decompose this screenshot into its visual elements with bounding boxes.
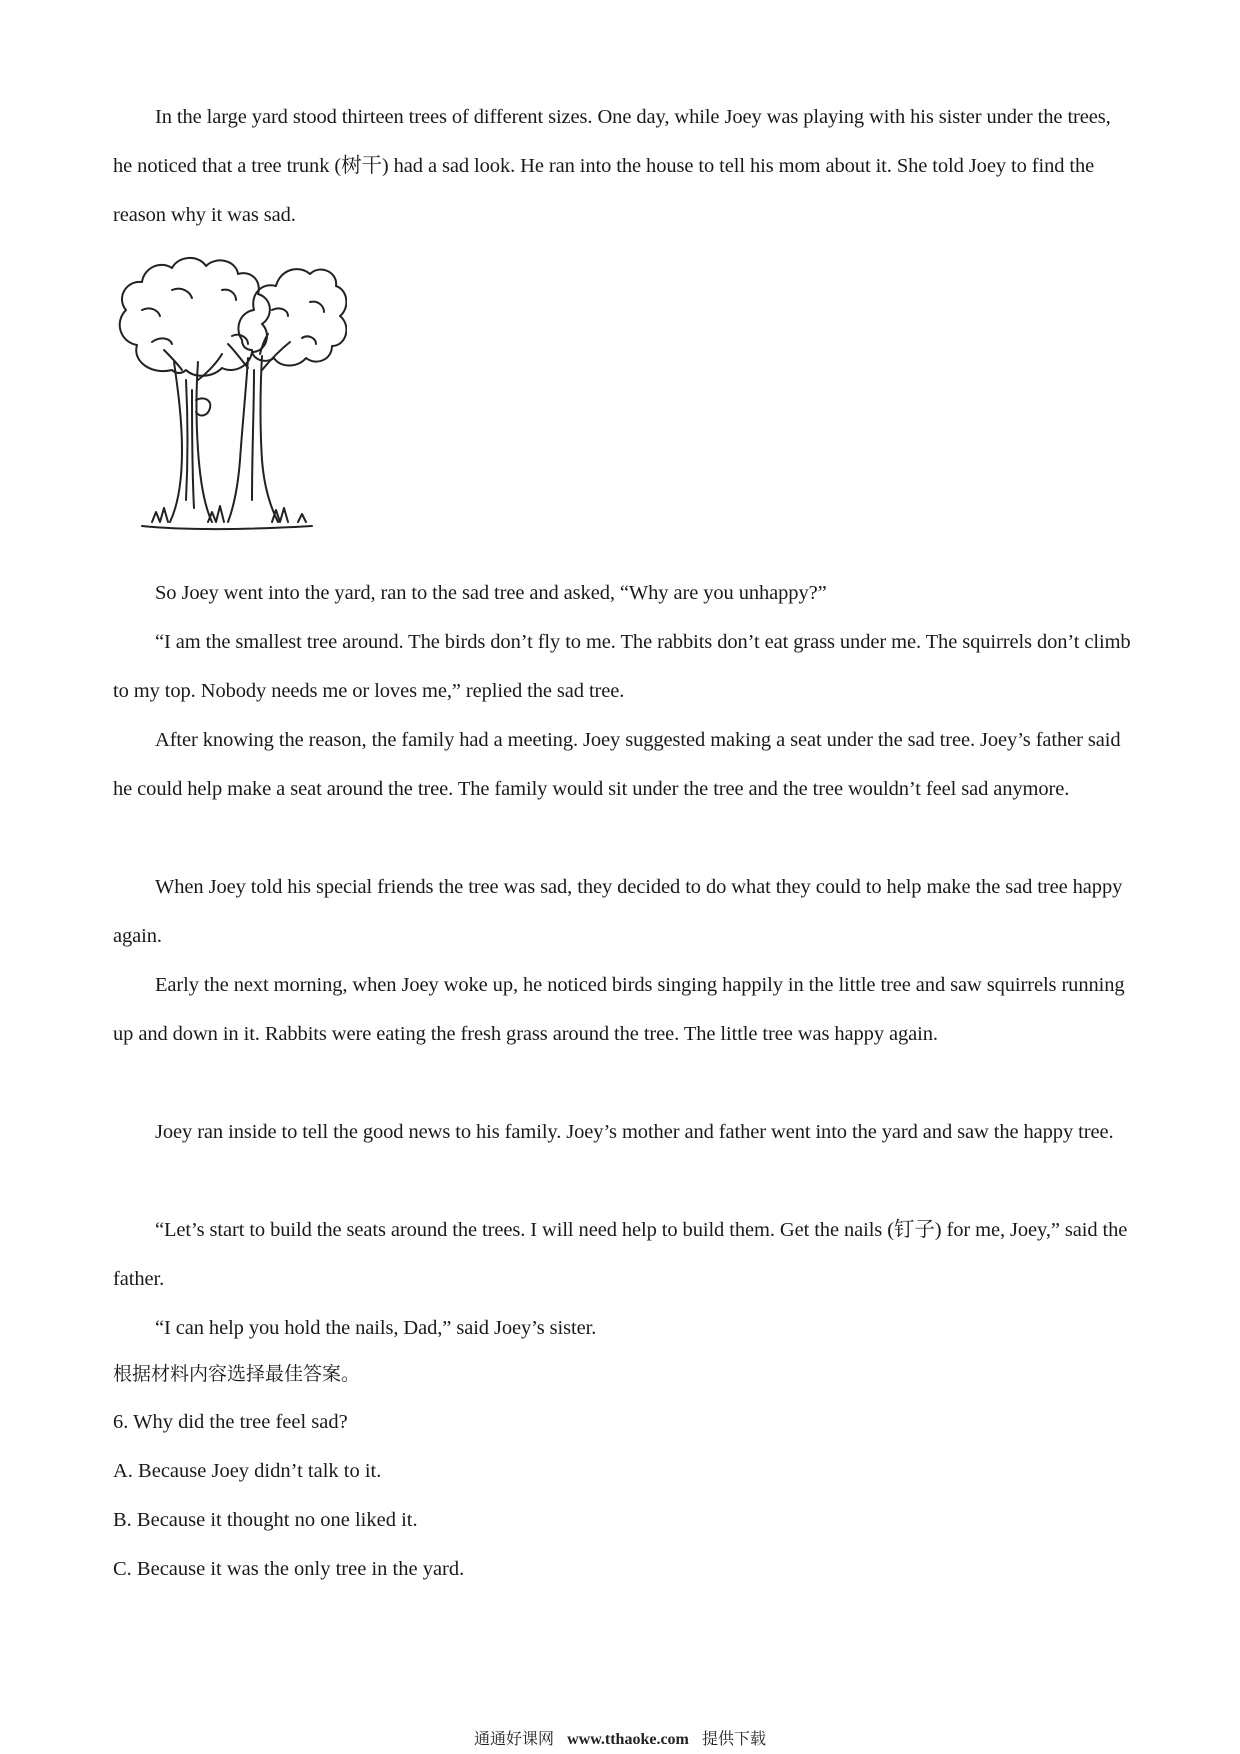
answer-option-c: C. Because it was the only tree in the yard. <box>113 1558 465 1580</box>
footer-url[interactable]: www.tthaoke.com <box>567 1731 689 1748</box>
story-paragraph-8: “Let’s start to build the seats around the trees. I will need help to build them. Get the nails (钉子) for me, Joey,” said the father. <box>113 1219 1128 1290</box>
story-paragraph-7: Joey ran inside to tell the good news to his family. Joey’s mother and father went into the yard and saw the happy tree. <box>155 1121 1114 1143</box>
question-instruction: 根据材料内容选择最佳答案。 <box>113 1363 361 1385</box>
answer-option-a: A. Because Joey didn’t talk to it. <box>113 1460 382 1482</box>
story-paragraph-6: Early the next morning, when Joey woke up, he noticed birds singing happily in the little tree and saw squirrels running up and down in it. Rabbits were eating the fresh grass around the tree. The little tree was happy again. <box>113 974 1125 1045</box>
story-paragraph-4: After knowing the reason, the family had a meeting. Joey suggested making a seat under the sad tree. Joey’s father said he could help make a seat around the tree. The family would sit under the tree and the tree wouldn’t feel sad anymore. <box>113 729 1121 800</box>
story-paragraph-5: When Joey told his special friends the tree was sad, they decided to do what they could to help make the sad tree happy again. <box>113 876 1123 947</box>
trees-illustration <box>112 250 347 550</box>
story-paragraph-9: “I can help you hold the nails, Dad,” said Joey’s sister. <box>155 1317 597 1339</box>
story-paragraph-2: So Joey went into the yard, ran to the sad tree and asked, “Why are you unhappy?” <box>155 582 827 604</box>
story-paragraph-3: “I am the smallest tree around. The birds don’t fly to me. The rabbits don’t eat grass under me. The squirrels don’t climb to my top. Nobody needs me or loves me,” replied the sad tree. <box>113 631 1131 702</box>
question-stem: 6. Why did the tree feel sad? <box>113 1411 348 1433</box>
page-footer <box>0 1726 1240 1749</box>
story-paragraph-1: In the large yard stood thirteen trees of different sizes. One day, while Joey was playing with his sister under the trees, he noticed that a tree trunk (树干) had a sad look. He ran into the house to tell his mom about it. She told Joey to find the reason why it was sad. <box>113 106 1111 226</box>
footer-suffix: 提供下载 <box>701 1729 766 1748</box>
footer-site-name: 通通好课网 <box>474 1729 555 1748</box>
answer-option-b: B. Because it thought no one liked it. <box>113 1509 418 1531</box>
